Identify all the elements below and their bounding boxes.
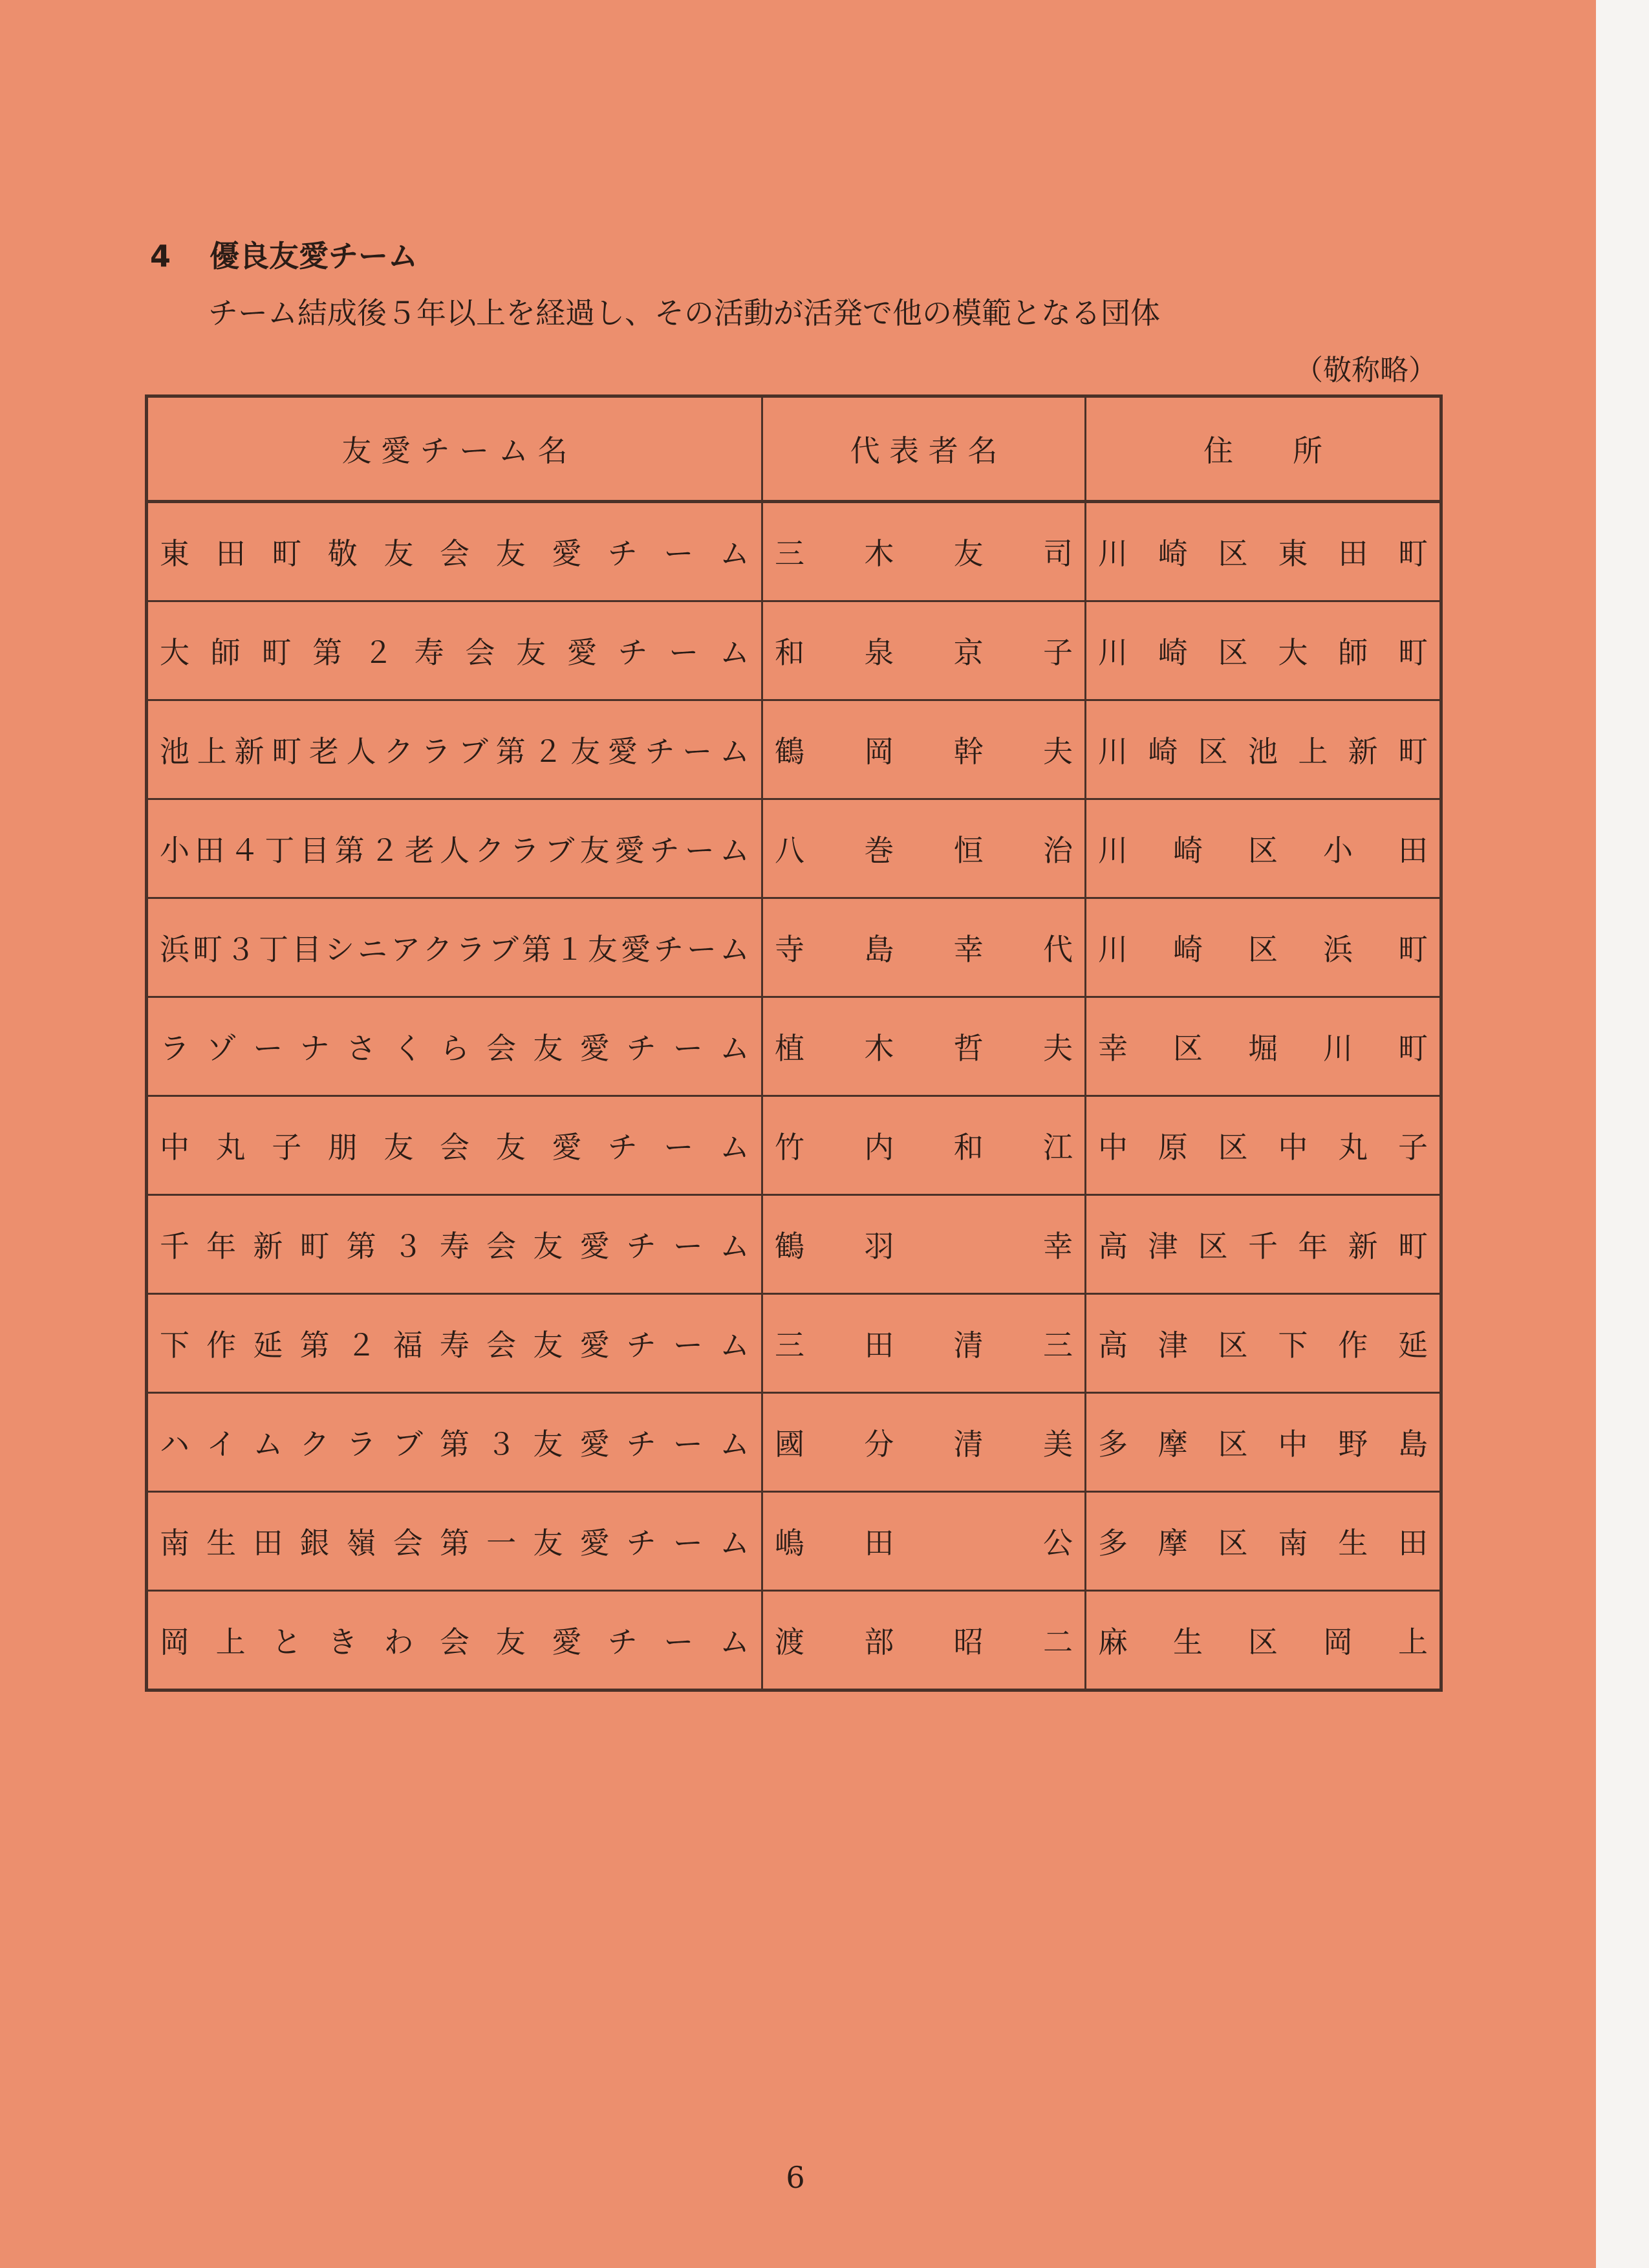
representative-cell: 鶴羽 幸: [762, 1195, 1086, 1294]
address-cell: 多摩区中野島: [1086, 1393, 1441, 1492]
team-name-cell: 小田４丁目第２老人クラブ友愛チーム: [147, 799, 762, 898]
table-row: [147, 1591, 1441, 1690]
representative-cell: 和泉京子: [762, 601, 1086, 700]
header-address: 住 所: [1086, 396, 1441, 502]
table-row: [147, 1096, 1441, 1195]
team-name-cell: 東田町敬友会友愛チーム: [147, 502, 762, 601]
team-name-cell: 千年新町第３寿会友愛チーム: [147, 1195, 762, 1294]
representative-cell: 寺島幸代: [762, 898, 1086, 997]
header-representative: 代 表 者 名: [762, 396, 1086, 502]
address-cell: 川崎区浜町: [1086, 898, 1441, 997]
address-cell: 麻生区岡上: [1086, 1591, 1441, 1690]
table-row: [147, 700, 1441, 799]
table-row: [147, 1393, 1441, 1492]
address-cell: 高津区下作延: [1086, 1294, 1441, 1393]
section-title: 優良友愛チーム: [210, 239, 418, 274]
table-row: [147, 1492, 1441, 1591]
table-header-row: [147, 396, 1441, 502]
representative-cell: 嶋田 公: [762, 1492, 1086, 1591]
section-description: チーム結成後５年以上を経過し、その活動が活発で他の模範となる団体: [208, 296, 1160, 330]
team-name-cell: 下作延第２福寿会友愛チーム: [147, 1294, 762, 1393]
table-row: [147, 502, 1441, 601]
honorific-note: （敬称略）: [1295, 354, 1437, 387]
table-row: [147, 799, 1441, 898]
address-cell: 川崎区小田: [1086, 799, 1441, 898]
header-team-name: 友 愛 チ ー ム 名: [147, 396, 762, 502]
table-row: [147, 601, 1441, 700]
representative-cell: 三田清三: [762, 1294, 1086, 1393]
address-cell: 川崎区大師町: [1086, 601, 1441, 700]
table-row: [147, 997, 1441, 1096]
team-name-cell: 南生田銀嶺会第一友愛チーム: [147, 1492, 762, 1591]
section-heading: [150, 233, 418, 275]
table-row: [147, 898, 1441, 997]
representative-cell: 植木哲夫: [762, 997, 1086, 1096]
representative-cell: 鶴岡幹夫: [762, 700, 1086, 799]
table-row: [147, 1294, 1441, 1393]
table-row: [147, 1195, 1441, 1294]
team-name-cell: ハイムクラブ第３友愛チーム: [147, 1393, 762, 1492]
address-cell: 川崎区池上新町: [1086, 700, 1441, 799]
address-cell: 多摩区南生田: [1086, 1492, 1441, 1591]
representative-cell: 八巻恒治: [762, 799, 1086, 898]
team-name-cell: ラゾーナさくら会友愛チーム: [147, 997, 762, 1096]
representative-cell: 三木友司: [762, 502, 1086, 601]
address-cell: 中原区中丸子: [1086, 1096, 1441, 1195]
team-name-cell: 大師町第２寿会友愛チーム: [147, 601, 762, 700]
representative-cell: 竹内和江: [762, 1096, 1086, 1195]
representative-cell: 渡部昭二: [762, 1591, 1086, 1690]
page-number: 6: [786, 2160, 805, 2195]
address-cell: 川崎区東田町: [1086, 502, 1441, 601]
section-number: 4: [150, 239, 171, 274]
team-name-cell: 中丸子朋友会友愛チーム: [147, 1096, 762, 1195]
team-name-cell: 池上新町老人クラブ第２友愛チーム: [147, 700, 762, 799]
address-cell: 高津区千年新町: [1086, 1195, 1441, 1294]
address-cell: 幸区堀川町: [1086, 997, 1441, 1096]
team-name-cell: 浜町３丁目シニアクラブ第１友愛チーム: [147, 898, 762, 997]
team-name-cell: 岡上ときわ会友愛チーム: [147, 1591, 762, 1690]
representative-cell: 國分清美: [762, 1393, 1086, 1492]
team-table: [145, 394, 1443, 1692]
scan-margin: [1596, 0, 1649, 2268]
